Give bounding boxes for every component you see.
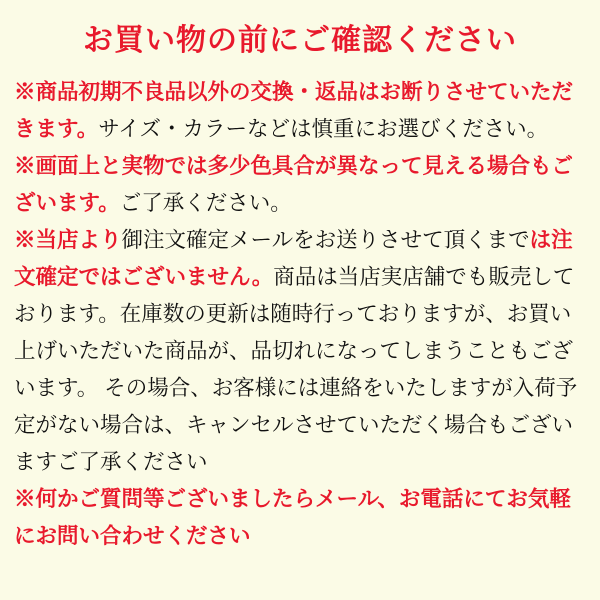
page-title: お買い物の前にご確認ください — [83, 24, 517, 57]
text-run: 商品は当店実店舗でも — [273, 265, 489, 289]
paragraph-order-confirmation-mail-notice — [14, 222, 586, 481]
text-run: せていただく場合もございますご了承ください — [14, 413, 574, 474]
notice-body — [14, 74, 586, 555]
paragraph-inquiry-notice — [14, 481, 586, 555]
text-run: すが、お買い上げいただいた商品が、品切れになって — [14, 302, 572, 363]
text-run: お気軽にお問い合わせください — [14, 487, 571, 548]
text-run: サイズ・カラーなどは慎重にお選び — [98, 117, 441, 141]
text-run: しまうこともございます。 その場合、お客様には連絡 — [14, 339, 574, 400]
text-run: 御注文確定メールをお送りさせて頂くまで — [121, 228, 530, 252]
text-run: 販売しております。在庫数の更新は随時行っておりま — [14, 265, 575, 326]
paragraph-color-difference-notice — [14, 148, 586, 222]
text-run: ※画面上と実物では多少色具合が異なって見える場合 — [14, 154, 531, 178]
text-run: ご了承ください。 — [119, 191, 292, 215]
text-run: ※何かご質問等ございましたらメール、お電話にて — [14, 487, 507, 511]
text-run: をいたしますが入荷予定がない場合は、キャンセルさ — [14, 376, 578, 437]
text-run: は注文確定ではございません。 — [14, 228, 573, 289]
text-run: ※商品初期不良品以外の交換・返品はお断りさせて — [14, 80, 509, 104]
text-run: ください。 — [440, 117, 549, 141]
paragraph-defect-exchange-return-policy — [14, 74, 586, 148]
text-run: いただきます。 — [14, 80, 574, 141]
text-run: もございます。 — [14, 154, 574, 215]
text-run: ※当店より — [14, 228, 122, 252]
